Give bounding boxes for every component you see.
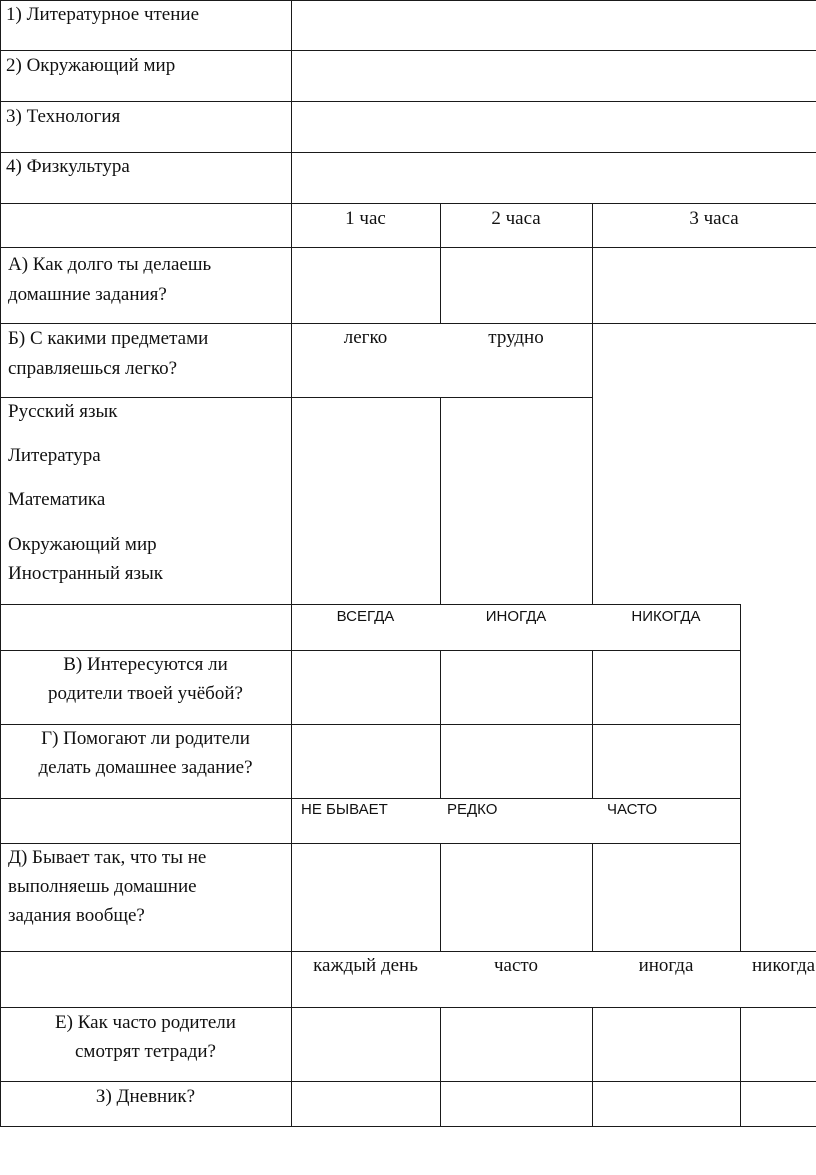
question-g-line: делать домашнее задание? (38, 757, 253, 778)
question-z: З) Дневник? (95, 1086, 196, 1107)
question-d-line: задания вообще? (8, 905, 145, 926)
question-b-line: Б) С какими предметами (8, 328, 209, 349)
question-b-line: справляешься легко? (8, 358, 178, 379)
grid-line (740, 604, 741, 952)
column-header: РЕДКО (447, 801, 498, 818)
column-header: каждый день (313, 955, 418, 976)
grid-line (0, 798, 740, 799)
subject-row-label: 3) Технология (6, 106, 121, 127)
column-header: часто (494, 955, 538, 976)
grid-line (440, 843, 441, 952)
grid-line (740, 1007, 741, 1127)
school-subject: Иностранный язык (8, 563, 164, 584)
column-header: НИКОГДА (631, 608, 701, 625)
school-subject: Русский язык (8, 401, 118, 422)
school-subject: Математика (8, 489, 106, 510)
grid-line (0, 1126, 816, 1127)
grid-line (0, 101, 816, 102)
column-header: ВСЕГДА (336, 608, 395, 625)
grid-line (0, 0, 1, 1127)
question-v-line: родители твоей учёбой? (48, 683, 243, 704)
column-header: 1 час (345, 208, 386, 229)
grid-line (440, 650, 441, 799)
subject-row-label: 4) Физкультура (6, 156, 130, 177)
grid-line (440, 397, 441, 605)
question-g-line: Г) Помогают ли родители (41, 728, 250, 749)
grid-line (0, 604, 740, 605)
question-e-line: смотрят тетради? (74, 1041, 216, 1062)
subject-row-label: 2) Окружающий мир (6, 55, 176, 76)
column-header: НЕ БЫВАЕТ (301, 801, 388, 818)
grid-line (592, 843, 593, 952)
grid-line (592, 1007, 593, 1127)
question-d-line: выполняешь домашние (8, 876, 197, 897)
column-header: 2 часа (491, 208, 541, 229)
column-header: иногда (638, 955, 694, 976)
question-d-line: Д) Бывает так, что ты не (8, 847, 207, 868)
subject-row-label: 1) Литературное чтение (6, 4, 200, 25)
question-e-line: Е) Как часто родители (55, 1012, 236, 1033)
grid-line (440, 1007, 441, 1127)
column-header: ИНОГДА (485, 608, 547, 625)
school-subject: Окружающий мир (8, 534, 157, 555)
grid-line (592, 203, 593, 605)
question-v-line: В) Интересуются ли (63, 654, 228, 675)
column-header: легко (343, 327, 388, 348)
column-header: трудно (488, 327, 544, 348)
grid-line (592, 650, 593, 799)
column-header: никогда (752, 955, 816, 976)
question-a-line: А) Как долго ты делаешь (8, 254, 212, 275)
column-header: 3 часа (689, 208, 739, 229)
school-subject: Литература (8, 445, 101, 466)
column-header: ЧАСТО (607, 801, 658, 818)
grid-line (0, 247, 816, 248)
question-a-line: домашние задания? (8, 284, 167, 305)
